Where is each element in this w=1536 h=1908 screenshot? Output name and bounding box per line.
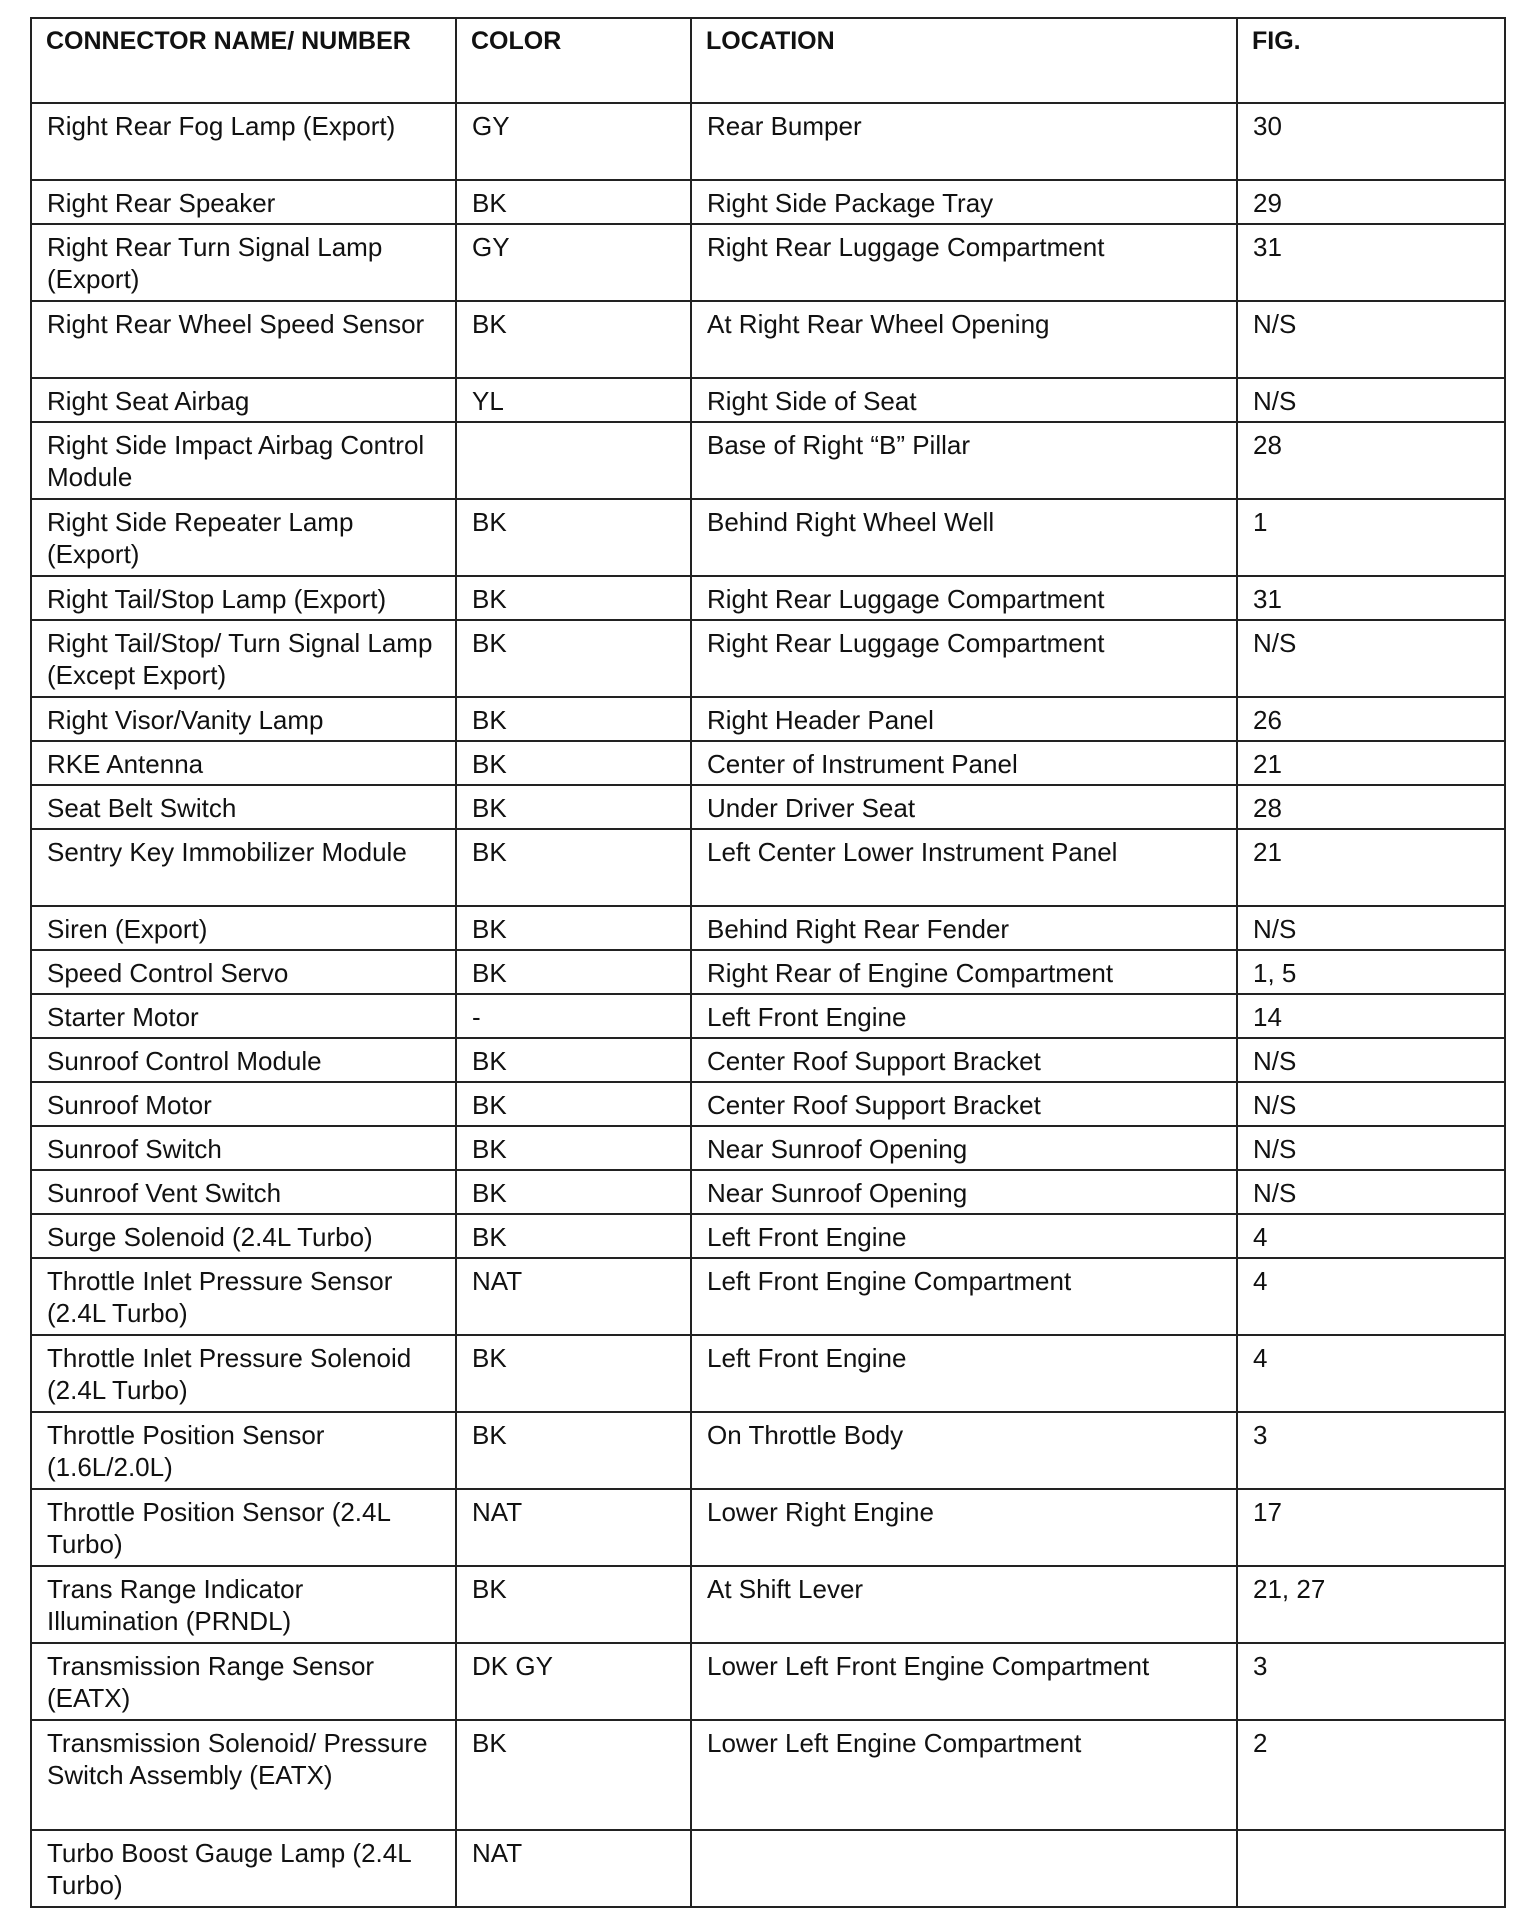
location-cell: Right Header Panel (691, 697, 1237, 741)
location-cell: Rear Bumper (691, 103, 1237, 180)
color-cell: BK (456, 576, 691, 620)
connector-name-cell: Right Rear Fog Lamp (Export) (31, 103, 456, 180)
connector-name-cell: Right Tail/Stop Lamp (Export) (31, 576, 456, 620)
connector-name-cell: Turbo Boost Gauge Lamp (2.4L Turbo) (31, 1830, 456, 1907)
table-body (31, 103, 1505, 1907)
table-row (31, 499, 1505, 576)
location-cell: Right Rear Luggage Compartment (691, 224, 1237, 301)
fig-cell: 3 (1237, 1643, 1505, 1720)
connector-name-cell: Surge Solenoid (2.4L Turbo) (31, 1214, 456, 1258)
connector-name-cell: Trans Range Indicator Illumination (PRNDL) (31, 1566, 456, 1643)
connector-name-cell: Sunroof Control Module (31, 1038, 456, 1082)
table-row (31, 1082, 1505, 1126)
table-row (31, 697, 1505, 741)
table-row (31, 301, 1505, 378)
location-cell: Right Rear of Engine Compartment (691, 950, 1237, 994)
color-cell: BK (456, 1038, 691, 1082)
color-cell: BK (456, 1082, 691, 1126)
connector-name-cell: Right Tail/Stop/ Turn Signal Lamp (Except Export) (31, 620, 456, 697)
table-row (31, 180, 1505, 224)
fig-cell: 1, 5 (1237, 950, 1505, 994)
header-connector-name: CONNECTOR NAME/ NUMBER (31, 18, 456, 103)
connector-name-cell: Right Rear Wheel Speed Sensor (31, 301, 456, 378)
table-row (31, 785, 1505, 829)
fig-cell: 4 (1237, 1214, 1505, 1258)
connector-name-cell: Right Side Impact Airbag Control Module (31, 422, 456, 499)
location-cell: At Shift Lever (691, 1566, 1237, 1643)
fig-cell: 28 (1237, 785, 1505, 829)
color-cell: BK (456, 1170, 691, 1214)
location-cell: Behind Right Wheel Well (691, 499, 1237, 576)
fig-cell: N/S (1237, 1170, 1505, 1214)
table-row (31, 1643, 1505, 1720)
location-cell: Lower Left Front Engine Compartment (691, 1643, 1237, 1720)
table-row (31, 950, 1505, 994)
table-row (31, 1214, 1505, 1258)
color-cell: BK (456, 499, 691, 576)
table-row (31, 1258, 1505, 1335)
location-cell: Under Driver Seat (691, 785, 1237, 829)
fig-cell: N/S (1237, 906, 1505, 950)
color-cell: NAT (456, 1830, 691, 1907)
location-cell: Lower Left Engine Compartment (691, 1720, 1237, 1830)
fig-cell: 26 (1237, 697, 1505, 741)
color-cell: BK (456, 620, 691, 697)
location-cell: Left Center Lower Instrument Panel (691, 829, 1237, 906)
location-cell (691, 1830, 1237, 1907)
color-cell: - (456, 994, 691, 1038)
connector-name-cell: Throttle Position Sensor (2.4L Turbo) (31, 1489, 456, 1566)
table-row (31, 829, 1505, 906)
fig-cell: 21 (1237, 829, 1505, 906)
location-cell: Near Sunroof Opening (691, 1126, 1237, 1170)
color-cell: GY (456, 224, 691, 301)
color-cell: BK (456, 741, 691, 785)
color-cell: YL (456, 378, 691, 422)
location-cell: Right Side of Seat (691, 378, 1237, 422)
color-cell: BK (456, 1214, 691, 1258)
fig-cell: 30 (1237, 103, 1505, 180)
table-row (31, 620, 1505, 697)
color-cell: BK (456, 1126, 691, 1170)
table-row (31, 741, 1505, 785)
connector-name-cell: Right Visor/Vanity Lamp (31, 697, 456, 741)
location-cell: Left Front Engine (691, 994, 1237, 1038)
location-cell: Left Front Engine (691, 1335, 1237, 1412)
header-fig: FIG. (1237, 18, 1505, 103)
color-cell (456, 422, 691, 499)
connector-name-cell: RKE Antenna (31, 741, 456, 785)
table-row (31, 1720, 1505, 1830)
connector-name-cell: Transmission Solenoid/ Pressure Switch Assembly (EATX) (31, 1720, 456, 1830)
fig-cell: 31 (1237, 576, 1505, 620)
connector-name-cell: Throttle Inlet Pressure Solenoid (2.4L Turbo) (31, 1335, 456, 1412)
fig-cell: N/S (1237, 1082, 1505, 1126)
header-location: LOCATION (691, 18, 1237, 103)
connector-table (30, 17, 1506, 1908)
table-row (31, 576, 1505, 620)
color-cell: BK (456, 697, 691, 741)
location-cell: On Throttle Body (691, 1412, 1237, 1489)
color-cell: NAT (456, 1258, 691, 1335)
color-cell: BK (456, 180, 691, 224)
color-cell: BK (456, 950, 691, 994)
location-cell: Right Rear Luggage Compartment (691, 620, 1237, 697)
fig-cell: 2 (1237, 1720, 1505, 1830)
connector-name-cell: Seat Belt Switch (31, 785, 456, 829)
table-row (31, 1412, 1505, 1489)
fig-cell: 21, 27 (1237, 1566, 1505, 1643)
fig-cell: 21 (1237, 741, 1505, 785)
color-cell: DK GY (456, 1643, 691, 1720)
location-cell: Center of Instrument Panel (691, 741, 1237, 785)
table-row (31, 1335, 1505, 1412)
fig-cell: N/S (1237, 1126, 1505, 1170)
table-row (31, 906, 1505, 950)
table-row (31, 1170, 1505, 1214)
connector-name-cell: Transmission Range Sensor (EATX) (31, 1643, 456, 1720)
color-cell: BK (456, 301, 691, 378)
location-cell: At Right Rear Wheel Opening (691, 301, 1237, 378)
color-cell: BK (456, 1412, 691, 1489)
location-cell: Near Sunroof Opening (691, 1170, 1237, 1214)
color-cell: BK (456, 1566, 691, 1643)
location-cell: Right Rear Luggage Compartment (691, 576, 1237, 620)
location-cell: Left Front Engine Compartment (691, 1258, 1237, 1335)
connector-name-cell: Right Seat Airbag (31, 378, 456, 422)
location-cell: Center Roof Support Bracket (691, 1038, 1237, 1082)
connector-name-cell: Sunroof Vent Switch (31, 1170, 456, 1214)
fig-cell: N/S (1237, 378, 1505, 422)
connector-name-cell: Right Rear Speaker (31, 180, 456, 224)
color-cell: GY (456, 103, 691, 180)
fig-cell: N/S (1237, 620, 1505, 697)
color-cell: BK (456, 906, 691, 950)
location-cell: Base of Right “B” Pillar (691, 422, 1237, 499)
connector-name-cell: Throttle Position Sensor (1.6L/2.0L) (31, 1412, 456, 1489)
connector-name-cell: Starter Motor (31, 994, 456, 1038)
fig-cell: 17 (1237, 1489, 1505, 1566)
table-row (31, 1489, 1505, 1566)
fig-cell: 4 (1237, 1258, 1505, 1335)
connector-name-cell: Right Side Repeater Lamp (Export) (31, 499, 456, 576)
table-row (31, 422, 1505, 499)
fig-cell: 28 (1237, 422, 1505, 499)
location-cell: Right Side Package Tray (691, 180, 1237, 224)
fig-cell: N/S (1237, 1038, 1505, 1082)
table-row (31, 378, 1505, 422)
connector-name-cell: Sentry Key Immobilizer Module (31, 829, 456, 906)
location-cell: Lower Right Engine (691, 1489, 1237, 1566)
color-cell: BK (456, 785, 691, 829)
fig-cell: 1 (1237, 499, 1505, 576)
connector-name-cell: Throttle Inlet Pressure Sensor (2.4L Turbo) (31, 1258, 456, 1335)
header-color: COLOR (456, 18, 691, 103)
fig-cell (1237, 1830, 1505, 1907)
table-row (31, 103, 1505, 180)
connector-name-cell: Siren (Export) (31, 906, 456, 950)
table-row (31, 1830, 1505, 1907)
table-row (31, 994, 1505, 1038)
fig-cell: 31 (1237, 224, 1505, 301)
color-cell: BK (456, 1720, 691, 1830)
location-cell: Center Roof Support Bracket (691, 1082, 1237, 1126)
table-row (31, 1566, 1505, 1643)
fig-cell: 29 (1237, 180, 1505, 224)
connector-name-cell: Speed Control Servo (31, 950, 456, 994)
connector-name-cell: Sunroof Switch (31, 1126, 456, 1170)
table-row (31, 1038, 1505, 1082)
location-cell: Behind Right Rear Fender (691, 906, 1237, 950)
table-row (31, 224, 1505, 301)
fig-cell: 4 (1237, 1335, 1505, 1412)
fig-cell: 3 (1237, 1412, 1505, 1489)
connector-name-cell: Sunroof Motor (31, 1082, 456, 1126)
color-cell: NAT (456, 1489, 691, 1566)
header-row (31, 18, 1505, 103)
table-row (31, 1126, 1505, 1170)
location-cell: Left Front Engine (691, 1214, 1237, 1258)
color-cell: BK (456, 829, 691, 906)
color-cell: BK (456, 1335, 691, 1412)
connector-name-cell: Right Rear Turn Signal Lamp (Export) (31, 224, 456, 301)
fig-cell: 14 (1237, 994, 1505, 1038)
fig-cell: N/S (1237, 301, 1505, 378)
